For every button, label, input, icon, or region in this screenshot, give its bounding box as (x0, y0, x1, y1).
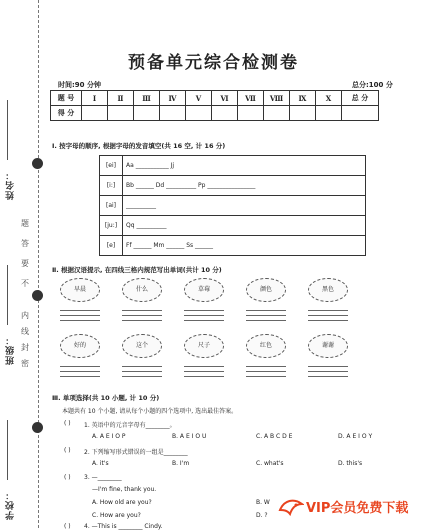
seal-char: 要 (21, 259, 29, 268)
writing-lines (122, 306, 162, 324)
question-answer-line: —I'm fine, thank you. (92, 486, 157, 493)
class-label: 班级： (6, 335, 16, 365)
watermark-text: VIP会员免费下载 (306, 501, 409, 516)
score-header-cell: Ⅹ (316, 91, 342, 106)
phonics-key: [i:] (100, 176, 123, 196)
writing-lines (60, 362, 100, 380)
option: D. this's (338, 460, 363, 467)
word-badge: 尺子 (184, 334, 224, 358)
option: A. How old are you? (92, 499, 152, 506)
score-cell (186, 106, 212, 121)
name-line (7, 100, 8, 160)
seal-char: 答 (21, 239, 29, 248)
question-paren: ( ) (64, 420, 71, 427)
exam-time: 时间:90 分钟 (58, 81, 101, 89)
word-badge: 什么 (122, 278, 162, 302)
score-cell (342, 106, 379, 121)
seal-char: 密 (21, 359, 29, 368)
question-text: 4. —This is ________ Cindy. (84, 523, 163, 530)
option: D. ? (256, 512, 268, 519)
option: B. W (256, 499, 270, 506)
phonics-key: [ei] (100, 156, 123, 176)
option: B. A E I O U (172, 433, 207, 440)
writing-lines (308, 362, 348, 380)
option: A. A E I O P (92, 433, 126, 440)
phonics-row: Qq __________ (123, 216, 366, 236)
seal-char: 不 (21, 279, 29, 288)
score-table (50, 90, 379, 121)
question-paren: ( ) (64, 474, 71, 481)
score-header-cell: Ⅳ (160, 91, 186, 106)
score-header-cell: Ⅵ (212, 91, 238, 106)
score-cell (82, 106, 108, 121)
word-badge: 草莓 (184, 278, 224, 302)
binding-circle (32, 158, 43, 169)
score-cell (134, 106, 160, 121)
school-label: 学校： (6, 490, 16, 520)
phonics-row: Bb ______ Dd __________ Pp ________________ (123, 176, 366, 196)
phonics-key: [e] (100, 236, 123, 256)
phonics-row: Ff ______ Mm ______ Ss ______ (123, 236, 366, 256)
seal-char: 封 (21, 343, 29, 352)
question-text: 2. 下列缩写形式错误的一组是________ (84, 449, 188, 456)
phonics-row: __________ (123, 196, 366, 216)
phonics-row: Aa ___________ Jj (123, 156, 366, 176)
binding-circle (32, 290, 43, 301)
score-cell (108, 106, 134, 121)
option: C. what's (256, 460, 284, 467)
word-badge: 谢谢 (308, 334, 348, 358)
option: B. I'm (172, 460, 190, 467)
binding-dash-line (38, 0, 39, 528)
seal-char: 题 (21, 219, 29, 228)
name-label: 姓名： (6, 170, 16, 200)
writing-lines (184, 306, 224, 324)
writing-lines (246, 362, 286, 380)
page-title: 预备单元综合检测卷 (128, 53, 299, 73)
score-row-label: 得 分 (51, 106, 82, 121)
class-line (7, 265, 8, 325)
writing-lines (60, 306, 100, 324)
seal-char: 线 (21, 327, 29, 336)
option: C. How are you? (92, 512, 141, 519)
exam-total: 总分:100 分 (352, 81, 393, 89)
binding-circle (32, 422, 43, 433)
score-cell (160, 106, 186, 121)
word-badge: 这个 (122, 334, 162, 358)
vip-watermark[interactable] (278, 495, 438, 519)
word-badge: 早晨 (60, 278, 100, 302)
score-cell (264, 106, 290, 121)
writing-lines (246, 306, 286, 324)
score-header-cell: Ⅱ (108, 91, 134, 106)
score-header-cell: Ⅰ (82, 91, 108, 106)
question-paren: ( ) (64, 523, 71, 530)
score-header-cell: Ⅲ (134, 91, 160, 106)
school-line (7, 420, 8, 480)
score-header-cell: Ⅸ (290, 91, 316, 106)
section3-heading: Ⅲ. 单项选择(共 10 小题, 计 10 分) (52, 394, 160, 402)
word-badge: 红色 (246, 334, 286, 358)
score-header-cell: Ⅴ (186, 91, 212, 106)
word-badge: 黑色 (308, 278, 348, 302)
score-header-cell: Ⅷ (264, 91, 290, 106)
score-header-cell: 总 分 (342, 91, 379, 106)
option: C. A B C D E (256, 433, 293, 440)
score-cell (238, 106, 264, 121)
question-text: 3. —________ (84, 474, 122, 481)
bird-logo-icon (278, 496, 304, 518)
score-cell (316, 106, 342, 121)
section1-heading: Ⅰ. 按字母的顺序, 根据字母的发音填空(共 16 空, 计 16 分) (52, 142, 226, 150)
seal-char: 内 (21, 311, 29, 320)
question-paren: ( ) (64, 447, 71, 454)
option: D. A E I O Y (338, 433, 373, 440)
score-header-cell: Ⅶ (238, 91, 264, 106)
score-cell (212, 106, 238, 121)
word-badge: 好的 (60, 334, 100, 358)
option: A. it's (92, 460, 109, 467)
writing-lines (184, 362, 224, 380)
writing-lines (308, 306, 348, 324)
question-text: 1. 英语中的元音字母有________。 (84, 422, 176, 429)
phonics-key: [ju:] (100, 216, 123, 236)
phonics-key: [ai] (100, 196, 123, 216)
score-header-cell: 题 号 (51, 91, 82, 106)
score-cell (290, 106, 316, 121)
word-badge: 颜色 (246, 278, 286, 302)
section2-heading: Ⅱ. 根据汉语提示, 在四线三格内规范写出单词(共计 10 分) (52, 266, 222, 274)
section3-instruction: 本题共有 10 个小题, 请从每个小题的四个选项中, 选出最佳答案。 (62, 408, 238, 415)
phonics-table (99, 155, 366, 256)
writing-lines (122, 362, 162, 380)
